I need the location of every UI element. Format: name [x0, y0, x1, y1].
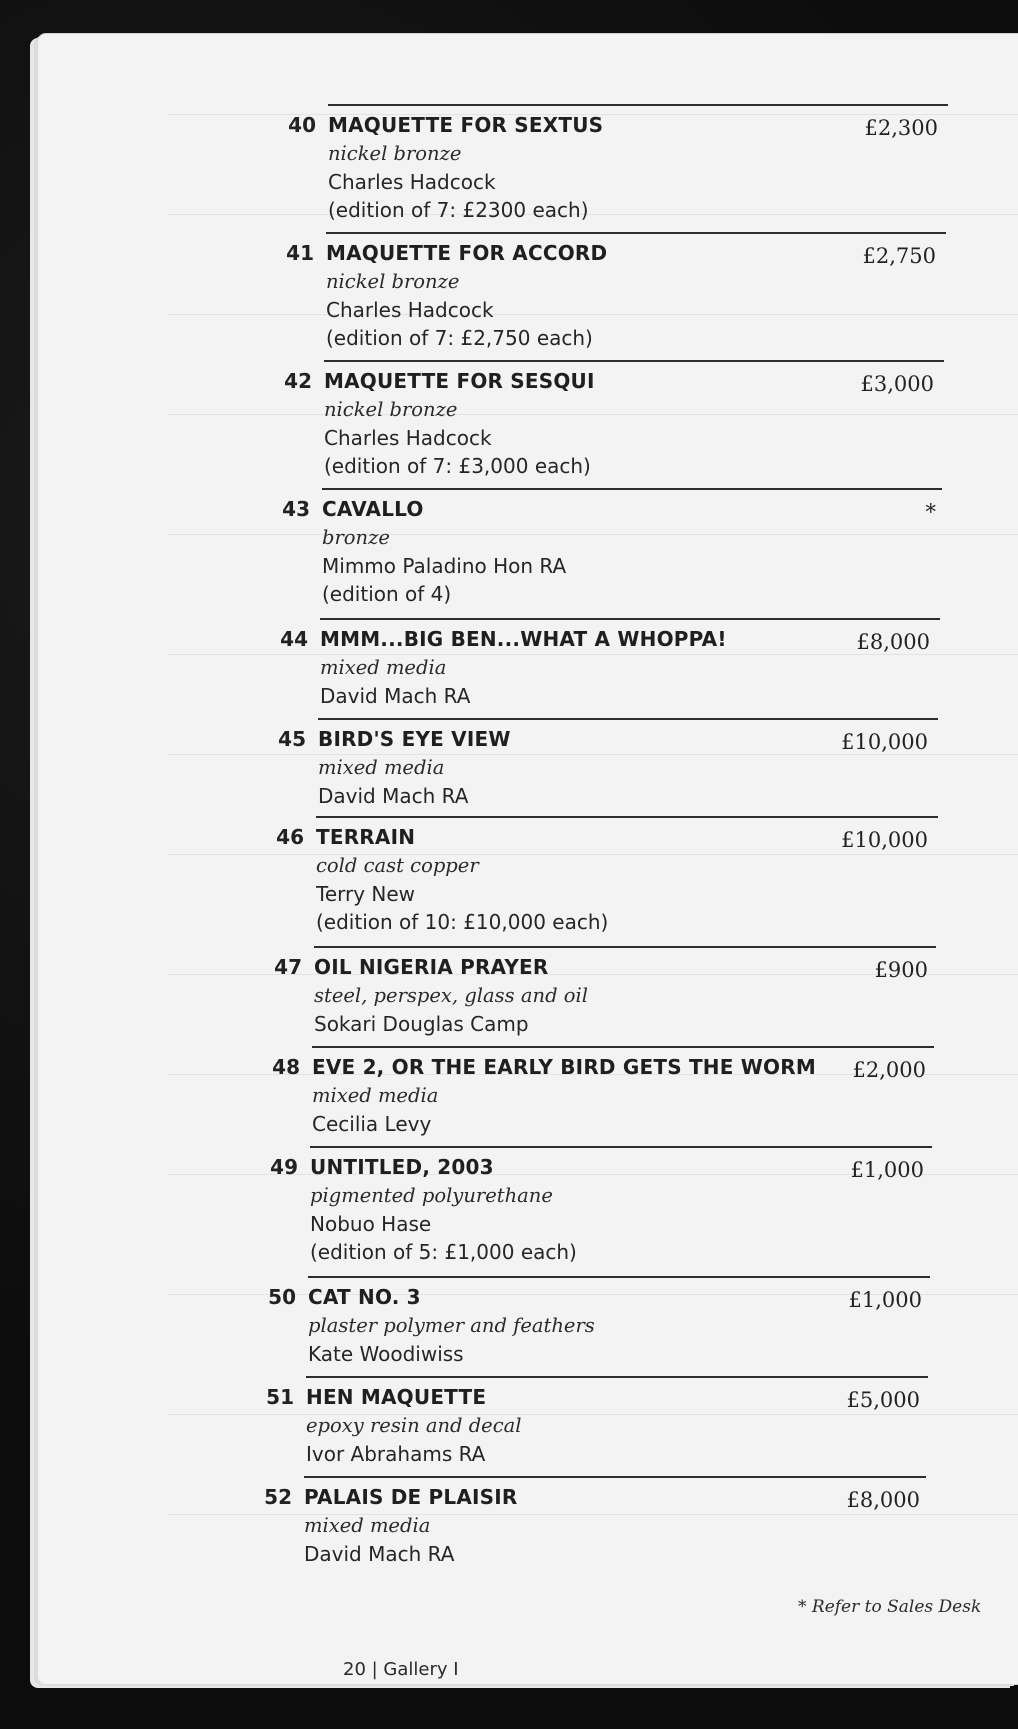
entry-divider [308, 1276, 930, 1278]
entry-title: MAQUETTE FOR ACCORD [326, 241, 608, 265]
entry-price: £5,000 [846, 1388, 920, 1412]
entry-medium: mixed media [320, 656, 447, 679]
entry-divider [322, 488, 942, 490]
entry-divider [304, 1476, 926, 1478]
entry-price: £3,000 [860, 372, 934, 396]
catalogue-page [38, 34, 1018, 1684]
entry-artist: Cecilia Levy [312, 1112, 432, 1136]
entry-title: MAQUETTE FOR SEXTUS [328, 113, 604, 137]
entry-artist: David Mach RA [304, 1542, 455, 1566]
entry-divider [328, 104, 948, 106]
entry-edition: (edition of 7: £2,750 each) [326, 326, 593, 350]
entry-number: 45 [278, 727, 306, 751]
entry-title: MMM...BIG BEN...WHAT A WHOPPA! [320, 627, 727, 651]
entry-medium: nickel bronze [324, 398, 458, 421]
entry-divider [310, 1146, 932, 1148]
entry-number: 52 [264, 1485, 292, 1509]
entry-title: OIL NIGERIA PRAYER [314, 955, 549, 979]
entry-divider [314, 946, 936, 948]
entry-price: £2,750 [862, 244, 936, 268]
entry-number: 48 [272, 1055, 300, 1079]
entry-medium: steel, perspex, glass and oil [314, 984, 588, 1007]
entry-divider [312, 1046, 934, 1048]
entry-number: 51 [266, 1385, 294, 1409]
entry-price: £10,000 [841, 828, 928, 852]
entry-number: 46 [276, 825, 304, 849]
entry-artist: Charles Hadcock [328, 170, 496, 194]
entry-number: 43 [282, 497, 310, 521]
entry-number: 40 [288, 113, 316, 137]
entry-number: 41 [286, 241, 314, 265]
entry-divider [326, 232, 946, 234]
entry-artist: Mimmo Paladino Hon RA [322, 554, 567, 578]
entry-artist: Sokari Douglas Camp [314, 1012, 529, 1036]
entry-edition: (edition of 7: £3,000 each) [324, 454, 591, 478]
entry-number: 50 [268, 1285, 296, 1309]
entry-medium: mixed media [304, 1514, 431, 1537]
entry-artist: Nobuo Hase [310, 1212, 432, 1236]
entry-artist: Ivor Abrahams RA [306, 1442, 486, 1466]
entry-medium: nickel bronze [326, 270, 460, 293]
entry-artist: Charles Hadcock [324, 426, 492, 450]
entry-artist: Kate Woodiwiss [308, 1342, 464, 1366]
entry-divider [324, 360, 944, 362]
entry-artist: Terry New [316, 882, 416, 906]
entry-edition: (edition of 10: £10,000 each) [316, 910, 609, 934]
entry-medium: bronze [322, 526, 390, 549]
entry-title: MAQUETTE FOR SESQUI [324, 369, 595, 393]
entry-divider [306, 1376, 928, 1378]
entry-medium: mixed media [312, 1084, 439, 1107]
entry-artist: David Mach RA [318, 784, 469, 808]
entry-title: EVE 2, OR THE EARLY BIRD GETS THE WORM [312, 1055, 816, 1079]
entry-medium: cold cast copper [316, 854, 479, 877]
entry-price: £8,000 [846, 1488, 920, 1512]
entry-price: £1,000 [848, 1288, 922, 1312]
entry-title: BIRD'S EYE VIEW [318, 727, 511, 751]
entry-divider [320, 618, 940, 620]
entry-title: CAT NO. 3 [308, 1285, 421, 1309]
entry-number: 42 [284, 369, 312, 393]
entry-price: £900 [874, 958, 928, 982]
entry-divider [318, 718, 938, 720]
entry-artist: Charles Hadcock [326, 298, 494, 322]
entry-price: £2,000 [852, 1058, 926, 1082]
entry-price: £1,000 [850, 1158, 924, 1182]
entry-title: TERRAIN [316, 825, 416, 849]
entry-edition: (edition of 4) [322, 582, 452, 606]
entry-edition: (edition of 7: £2300 each) [328, 198, 589, 222]
entry-medium: plaster polymer and feathers [308, 1314, 595, 1337]
entry-number: 47 [274, 955, 302, 979]
page-footer: 20 | Gallery I [343, 1659, 459, 1680]
entry-title: UNTITLED, 2003 [310, 1155, 494, 1179]
sales-desk-footnote: * Refer to Sales Desk [798, 1597, 982, 1617]
entry-price: £2,300 [864, 116, 938, 140]
entry-artist: David Mach RA [320, 684, 471, 708]
entry-medium: nickel bronze [328, 142, 462, 165]
entry-medium: epoxy resin and decal [306, 1414, 522, 1437]
entry-edition: (edition of 5: £1,000 each) [310, 1240, 577, 1264]
entry-divider [316, 816, 938, 818]
entry-title: HEN MAQUETTE [306, 1385, 487, 1409]
entry-price: £10,000 [841, 730, 928, 754]
entry-number: 44 [280, 627, 308, 651]
entry-number: 49 [270, 1155, 298, 1179]
entry-medium: mixed media [318, 756, 445, 779]
entry-medium: pigmented polyurethane [310, 1184, 553, 1207]
entry-title: CAVALLO [322, 497, 424, 521]
entry-price: £8,000 [856, 630, 930, 654]
entry-title: PALAIS DE PLAISIR [304, 1485, 518, 1509]
entry-price: * [925, 500, 936, 524]
